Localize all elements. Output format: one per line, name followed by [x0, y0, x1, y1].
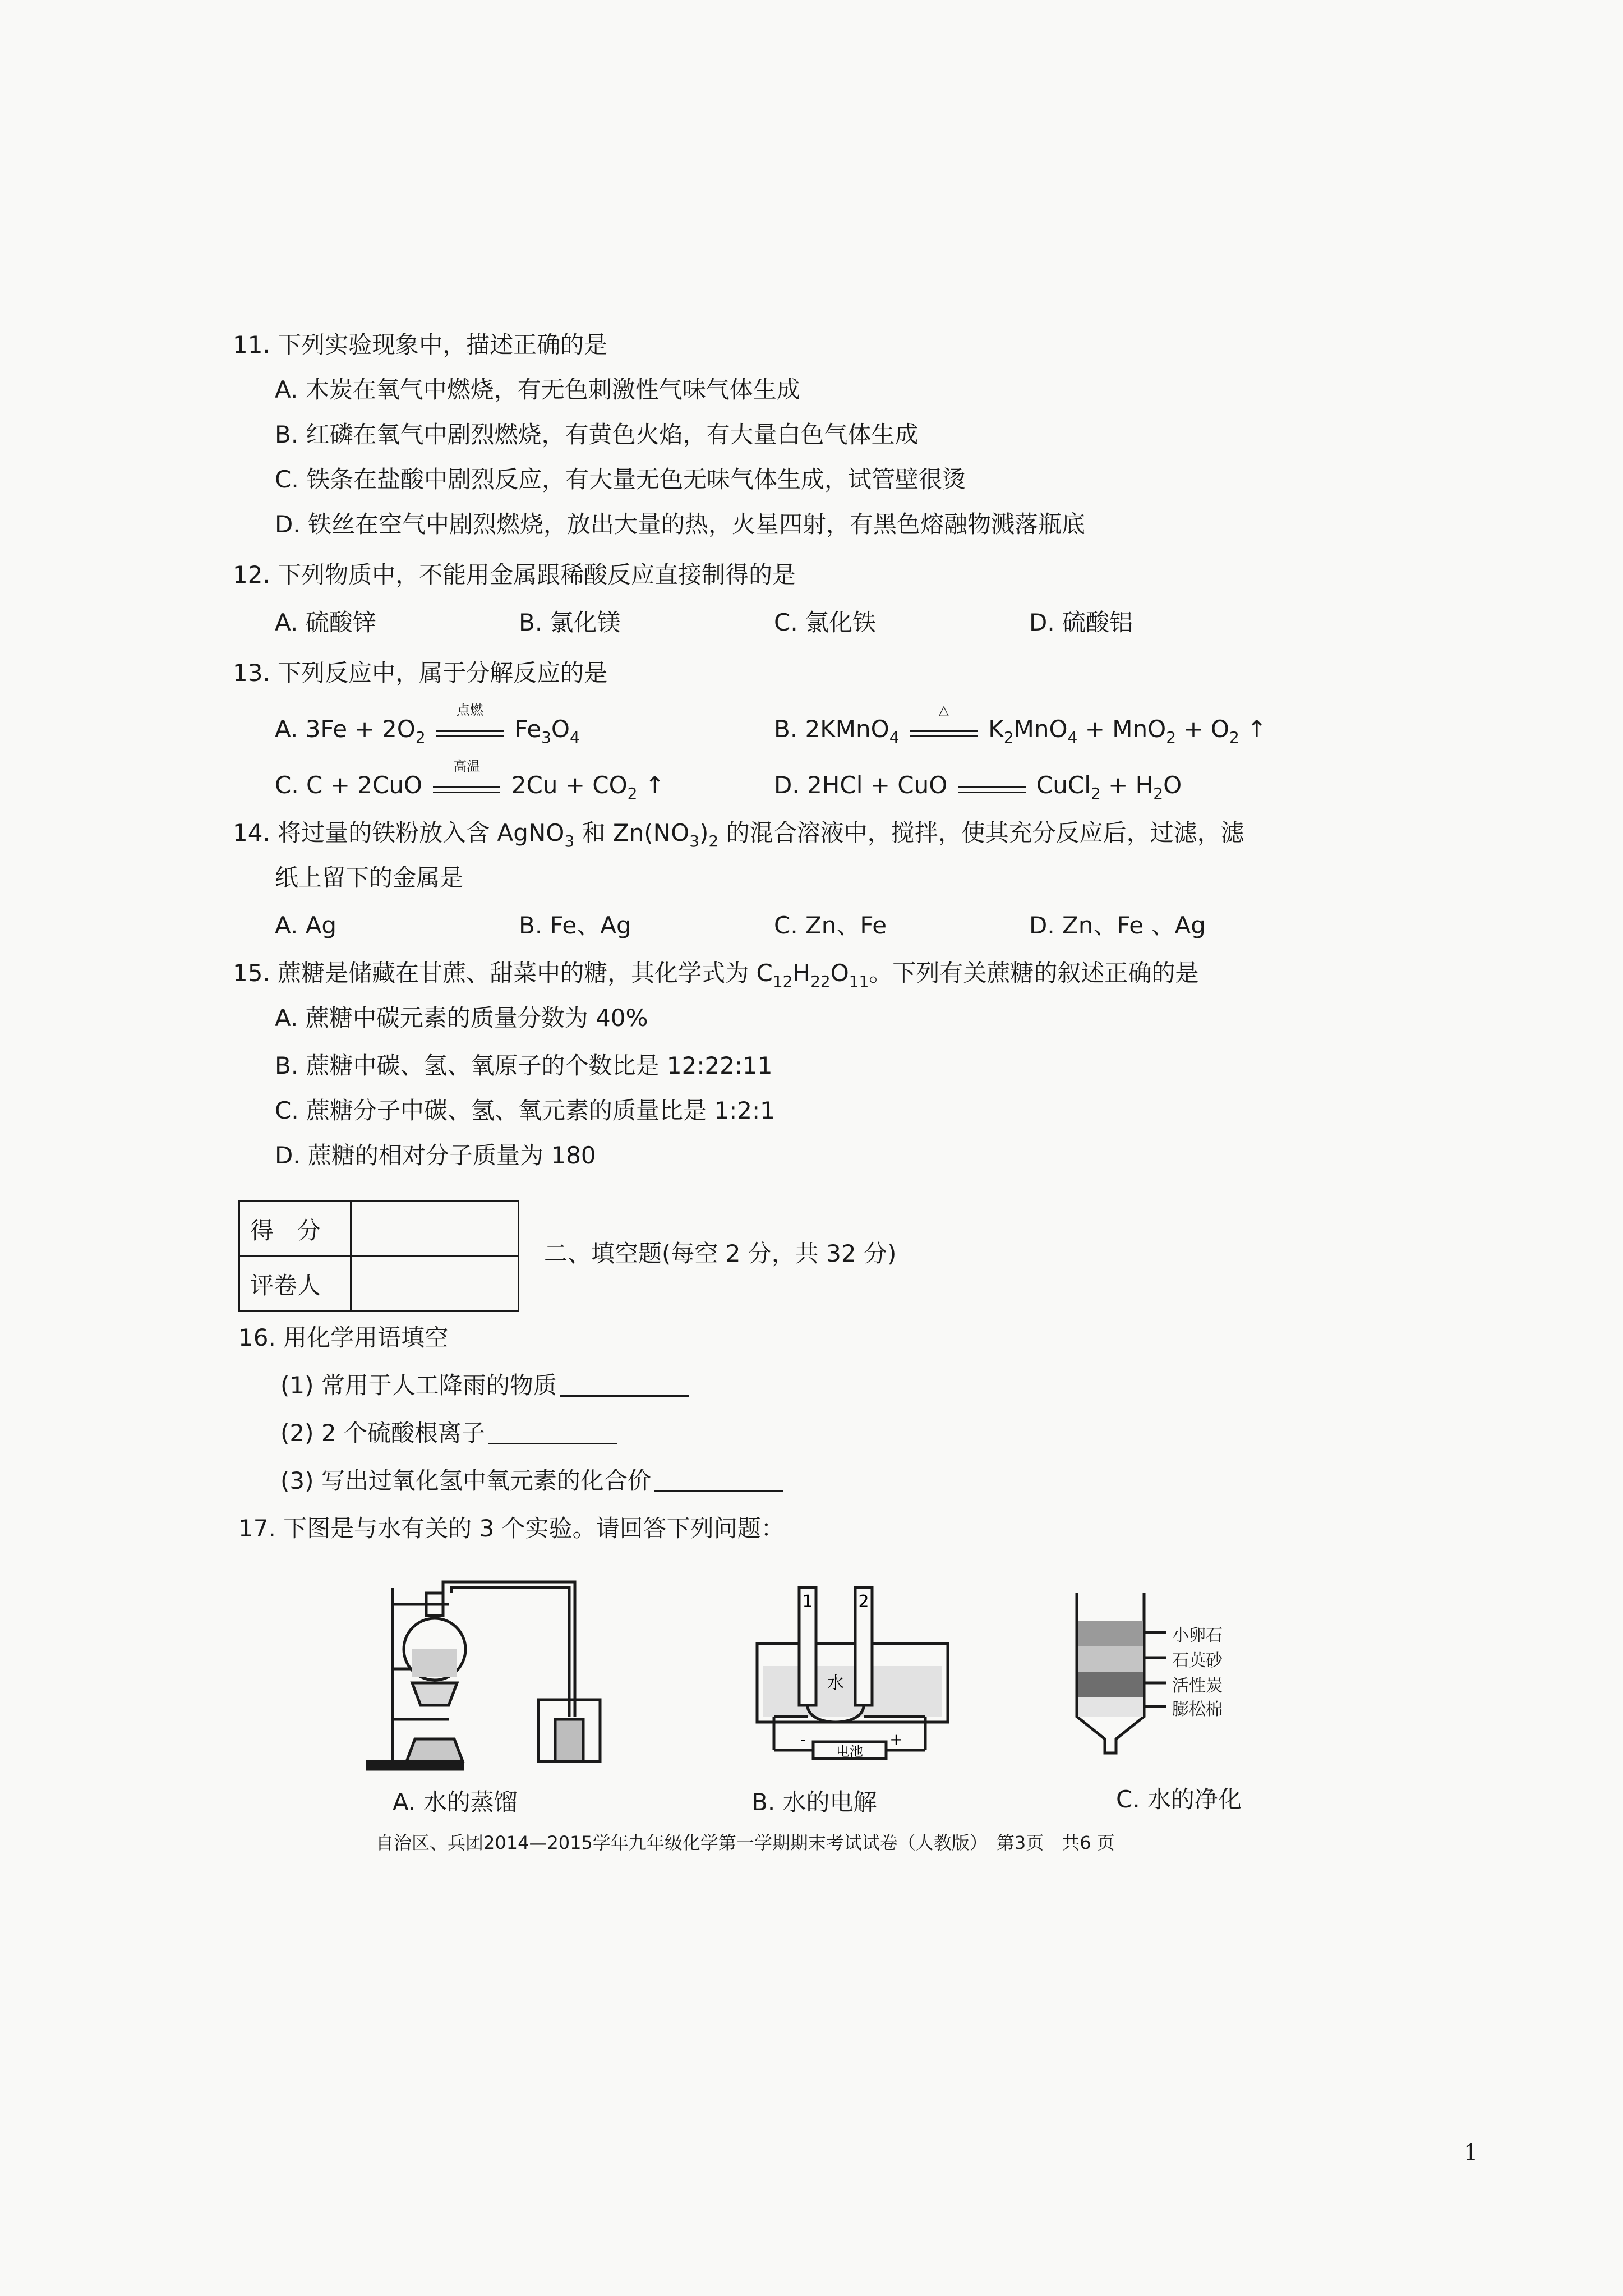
page-number: 1 — [1464, 2140, 1478, 2166]
q12-option-b: B. 氯化镁 — [519, 609, 621, 636]
exam-footer: 自治区、兵团2014—2015学年九年级化学第一学期期末考试试卷（人教版） 第3页 共6 页 — [376, 1832, 1115, 1853]
reaction-condition-c: 高温 — [433, 772, 500, 793]
grader-label: 评卷人 — [239, 1257, 351, 1312]
q13-option-a: A. $3Fe + 2O_2$ 点燃 $Fe_3O_4$ — [275, 702, 580, 747]
q11-stem: 11. 下列实验现象中，描述正确的是 — [233, 331, 608, 358]
q15-option-c: C. 蔗糖分子中碳、氢、氧元素的质量比是 1:2:1 — [275, 1097, 775, 1124]
q14-stem-line2: 纸上留下的金属是 — [275, 864, 464, 891]
q15-option-d: D. 蔗糖的相对分子质量为 180 — [275, 1142, 596, 1169]
score-label: 得 分 — [239, 1202, 351, 1257]
fig-b-caption: B. 水的电解 — [751, 1788, 877, 1816]
grader-cell[interactable] — [351, 1257, 519, 1312]
battery-label: 电池 — [836, 1743, 863, 1759]
battery-minus-label: - — [800, 1730, 806, 1749]
q11-option-a: A. 木炭在氧气中燃烧，有无色刺激性气味气体生成 — [275, 376, 800, 403]
q12-option-c: C. 氯化铁 — [774, 609, 877, 636]
q13-option-b: B. 2KMnO$_4$ △ $K_2MnO_4 + MnO_2 + O_2$ ↑ — [774, 702, 1267, 747]
q16-item-2: (2) 2 个硫酸根离子 — [280, 1416, 617, 1450]
q16-item-1: (1) 常用于人工降雨的物质 — [280, 1369, 689, 1402]
layer-label-activated-carbon: 活性炭 — [1172, 1676, 1223, 1696]
answer-blank-3[interactable] — [654, 1468, 783, 1492]
score-table — [238, 1200, 519, 1312]
reaction-condition-a: 点燃 — [436, 716, 504, 737]
layer-label-cotton: 膨松棉 — [1172, 1700, 1223, 1719]
reaction-condition-b: △ — [910, 716, 978, 737]
layer-label-pebbles: 小卵石 — [1172, 1626, 1223, 1645]
q14-option-b: B. Fe、Ag — [519, 912, 631, 939]
fig-c-caption: C. 水的净化 — [1116, 1786, 1242, 1813]
q14-option-a: A. Ag — [275, 912, 337, 939]
q17-stem: 17. 下图是与水有关的 3 个实验。请回答下列问题： — [238, 1515, 785, 1542]
purification-apparatus-figure — [1066, 1588, 1166, 1756]
electrolysis-apparatus-figure — [740, 1576, 965, 1767]
q12-option-a: A. 硫酸锌 — [275, 609, 376, 636]
section2-title: 二、填空题(每空 2 分，共 32 分) — [544, 1240, 897, 1267]
q15-option-a: A. 蔗糖中碳元素的质量分数为 40% — [275, 1004, 648, 1032]
tube-1-label: 1 — [802, 1592, 813, 1612]
reaction-condition-d — [958, 772, 1026, 793]
battery-plus-label: + — [889, 1730, 903, 1749]
distillation-apparatus-figure — [359, 1571, 628, 1778]
q15-option-b: B. 蔗糖中碳、氢、氧原子的个数比是 12:22:11 — [275, 1052, 773, 1079]
q14-option-d: D. Zn、Fe 、Ag — [1029, 912, 1206, 939]
q15-stem: 15. 蔗糖是储藏在甘蔗、甜菜中的糖，其化学式为 $C_{12}H_{22}O_{11}$。下列有关蔗糖的叙述正确的是 — [233, 959, 1199, 991]
q13-stem: 13. 下列反应中，属于分解反应的是 — [233, 659, 608, 687]
q16-stem: 16. 用化学用语填空 — [238, 1324, 449, 1351]
q11-option-c: C. 铁条在盐酸中剧烈反应，有大量无色无味气体生成，试管壁很烫 — [275, 466, 966, 493]
score-cell[interactable] — [351, 1202, 519, 1257]
answer-blank-1[interactable] — [560, 1373, 689, 1397]
q13-option-d: D. 2HCl + CuO CuCl$_2$ + $H_2O$ — [774, 771, 1182, 803]
layer-label-quartz-sand: 石英砂 — [1172, 1651, 1223, 1671]
q16-item-3: (3) 写出过氧化氢中氧元素的化合价 — [280, 1464, 783, 1498]
q12-stem: 12. 下列物质中，不能用金属跟稀酸反应直接制得的是 — [233, 561, 796, 588]
answer-blank-2[interactable] — [488, 1420, 617, 1444]
q14-stem: 14. 将过量的铁粉放入含 AgNO$_3$ 和 $Zn(NO_3)_2$ 的混合溶液中，搅拌，使其充分反应后，过滤，滤 — [233, 819, 1244, 850]
tube-2-label: 2 — [858, 1592, 869, 1612]
q11-option-d: D. 铁丝在空气中剧烈燃烧，放出大量的热，火星四射，有黑色熔融物溅落瓶底 — [275, 510, 1086, 538]
q11-option-b: B. 红磷在氧气中剧烈燃烧，有黄色火焰，有大量白色气体生成 — [275, 421, 919, 448]
q13-option-c: C. C + 2CuO 高温 $2Cu + CO_2$ ↑ — [275, 758, 665, 803]
water-label: 水 — [827, 1673, 844, 1693]
q14-option-c: C. Zn、Fe — [774, 912, 887, 939]
q12-option-d: D. 硫酸铝 — [1029, 609, 1133, 636]
fig-a-caption: A. 水的蒸馏 — [393, 1788, 518, 1816]
